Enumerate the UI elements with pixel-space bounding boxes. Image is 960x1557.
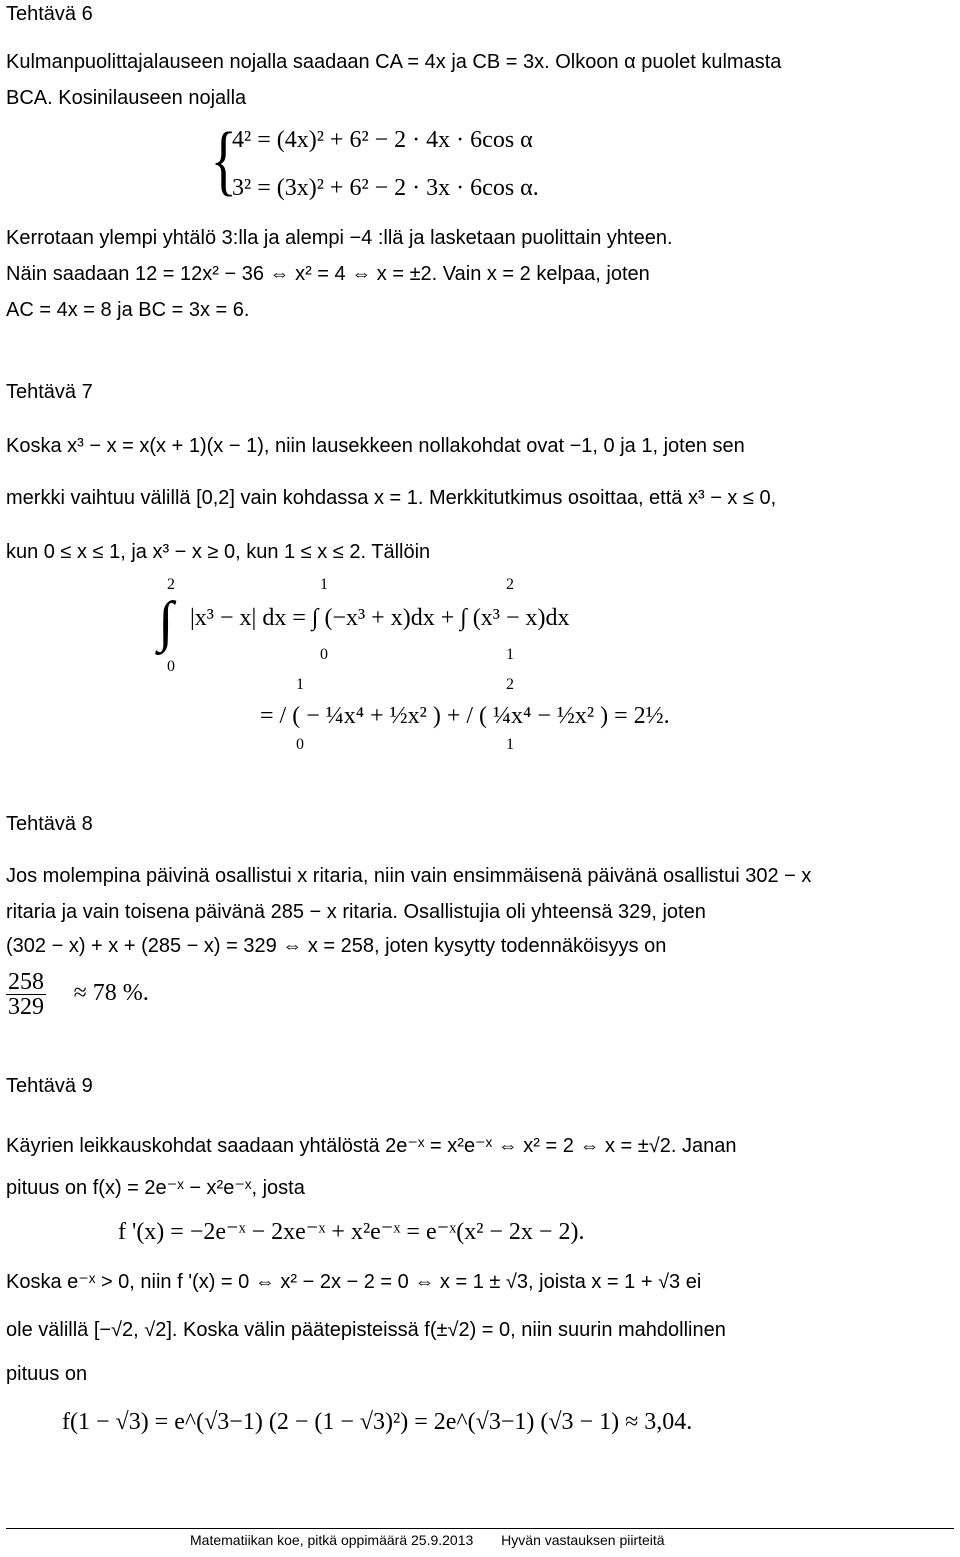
task7-line2: merkki vaihtuu välillä [0,2] vain kohdassa x = 1. Merkkitutkimus osoittaa, että x³ − x ≤ 0, <box>6 487 777 509</box>
task8-heading: Tehtävä 8 <box>6 813 93 835</box>
task7-line3: kun 0 ≤ x ≤ 1, ja x³ − x ≥ 0, kun 1 ≤ x ≤ 2. Tällöin <box>6 541 431 563</box>
task6-heading: Tehtävä 6 <box>6 3 93 25</box>
fraction-numerator: 258 <box>8 969 44 995</box>
task9-derivative: f '(x) = −2e⁻ˣ − 2xe⁻ˣ + x²e⁻ˣ = e⁻ˣ(x² − 2x − 2). <box>118 1219 585 1245</box>
probability-approx: ≈ 78 %. <box>73 979 149 1006</box>
task9-line5: ole välillä [−√2, √2]. Koska välin päätepisteissä f(±√2) = 0, niin suurin mahdollinen <box>6 1319 726 1341</box>
task8-probability <box>6 970 149 1019</box>
substitution1-lower: 0 <box>296 736 304 753</box>
task6-line3: Kerrotaan ylempi yhtälö 3:lla ja alempi −4 :llä ja lasketaan puolittain yhteen. <box>6 227 673 249</box>
integral3-upper-limit: 2 <box>506 576 514 593</box>
substitution2-upper: 2 <box>506 676 514 693</box>
substitution2-lower: 1 <box>506 736 514 753</box>
footer-rule <box>6 1528 954 1529</box>
integral1-lower-limit: 0 <box>167 658 175 675</box>
task6-line4: Näin saadaan 12 = 12x² − 36 ⇔ x² = 4 ⇔ x = ±2. Vain x = 2 kelpaa, joten <box>6 263 650 285</box>
integral2-upper-limit: 1 <box>320 576 328 593</box>
equation-system-brace: { <box>210 116 237 203</box>
task6-equation2: 3² = (3x)² + 6² − 2 · 3x · 6cos α. <box>232 175 539 201</box>
task9-line6: pituus on <box>6 1363 88 1385</box>
task6-line1: Kulmanpuolittajalauseen nojalla saadaan CA = 4x ja CB = 3x. Olkoon α puolet kulmasta <box>6 51 782 73</box>
task7-line1: Koska x³ − x = x(x + 1)(x − 1), niin lausekkeen nollakohdat ovat −1, 0 ja 1, joten sen <box>6 435 745 457</box>
footer-exam-title: Matematiikan koe, pitkä oppimäärä 25.9.2013 <box>190 1532 474 1548</box>
task9-line4: Koska e⁻ˣ > 0, niin f '(x) = 0 ⇔ x² − 2x − 2 = 0 ⇔ x = 1 ± √3, joista x = 1 + √3 ei <box>6 1271 702 1293</box>
task7-integral-line: |x³ − x| dx = ∫ (−x³ + x)dx + ∫ (x³ − x)dx <box>190 605 570 631</box>
fraction-denominator: 329 <box>8 994 44 1020</box>
integral2-lower-limit: 0 <box>320 646 328 663</box>
task9-line1: Käyrien leikkauskohdat saadaan yhtälöstä 2e⁻ˣ = x²e⁻ˣ ⇔ x² = 2 ⇔ x = ±√2. Janan <box>6 1135 737 1157</box>
probability-fraction <box>6 970 46 1019</box>
integral1-upper-limit: 2 <box>167 576 175 593</box>
substitution1-upper: 1 <box>296 676 304 693</box>
task7-heading: Tehtävä 7 <box>6 381 93 403</box>
integral3-lower-limit: 1 <box>506 646 514 663</box>
footer-subtitle: Hyvän vastauksen piirteitä <box>501 1532 665 1548</box>
task7-result-line: = / ( − ¼x⁴ + ½x² ) + / ( ¼x⁴ − ½x² ) = 2½. <box>260 703 670 729</box>
task6-equation1: 4² = (4x)² + 6² − 2 · 4x · 6cos α <box>232 127 533 153</box>
page-footer <box>190 1532 689 1548</box>
task8-line2: ritaria ja vain toisena päivänä 285 − x ritaria. Osallistujia oli yhteensä 329, joten <box>6 901 706 923</box>
task9-line2: pituus on f(x) = 2e⁻ˣ − x²e⁻ˣ, josta <box>6 1177 305 1199</box>
integral-sign-1: ∫ <box>158 591 174 653</box>
task9-final-result: f(1 − √3) = e^(√3−1) (2 − (1 − √3)²) = 2e^(√3−1) (√3 − 1) ≈ 3,04. <box>62 1409 693 1435</box>
task6-line2: BCA. Kosinilauseen nojalla <box>6 87 247 109</box>
task6-line5: AC = 4x = 8 ja BC = 3x = 6. <box>6 299 250 321</box>
task8-line1: Jos molempina päivinä osallistui x ritaria, niin vain ensimmäisenä päivänä osallistui 302 − x <box>6 865 812 887</box>
task8-line3: (302 − x) + x + (285 − x) = 329 ⇔ x = 258, joten kysytty todennäköisyys on <box>6 935 667 957</box>
task9-heading: Tehtävä 9 <box>6 1075 93 1097</box>
